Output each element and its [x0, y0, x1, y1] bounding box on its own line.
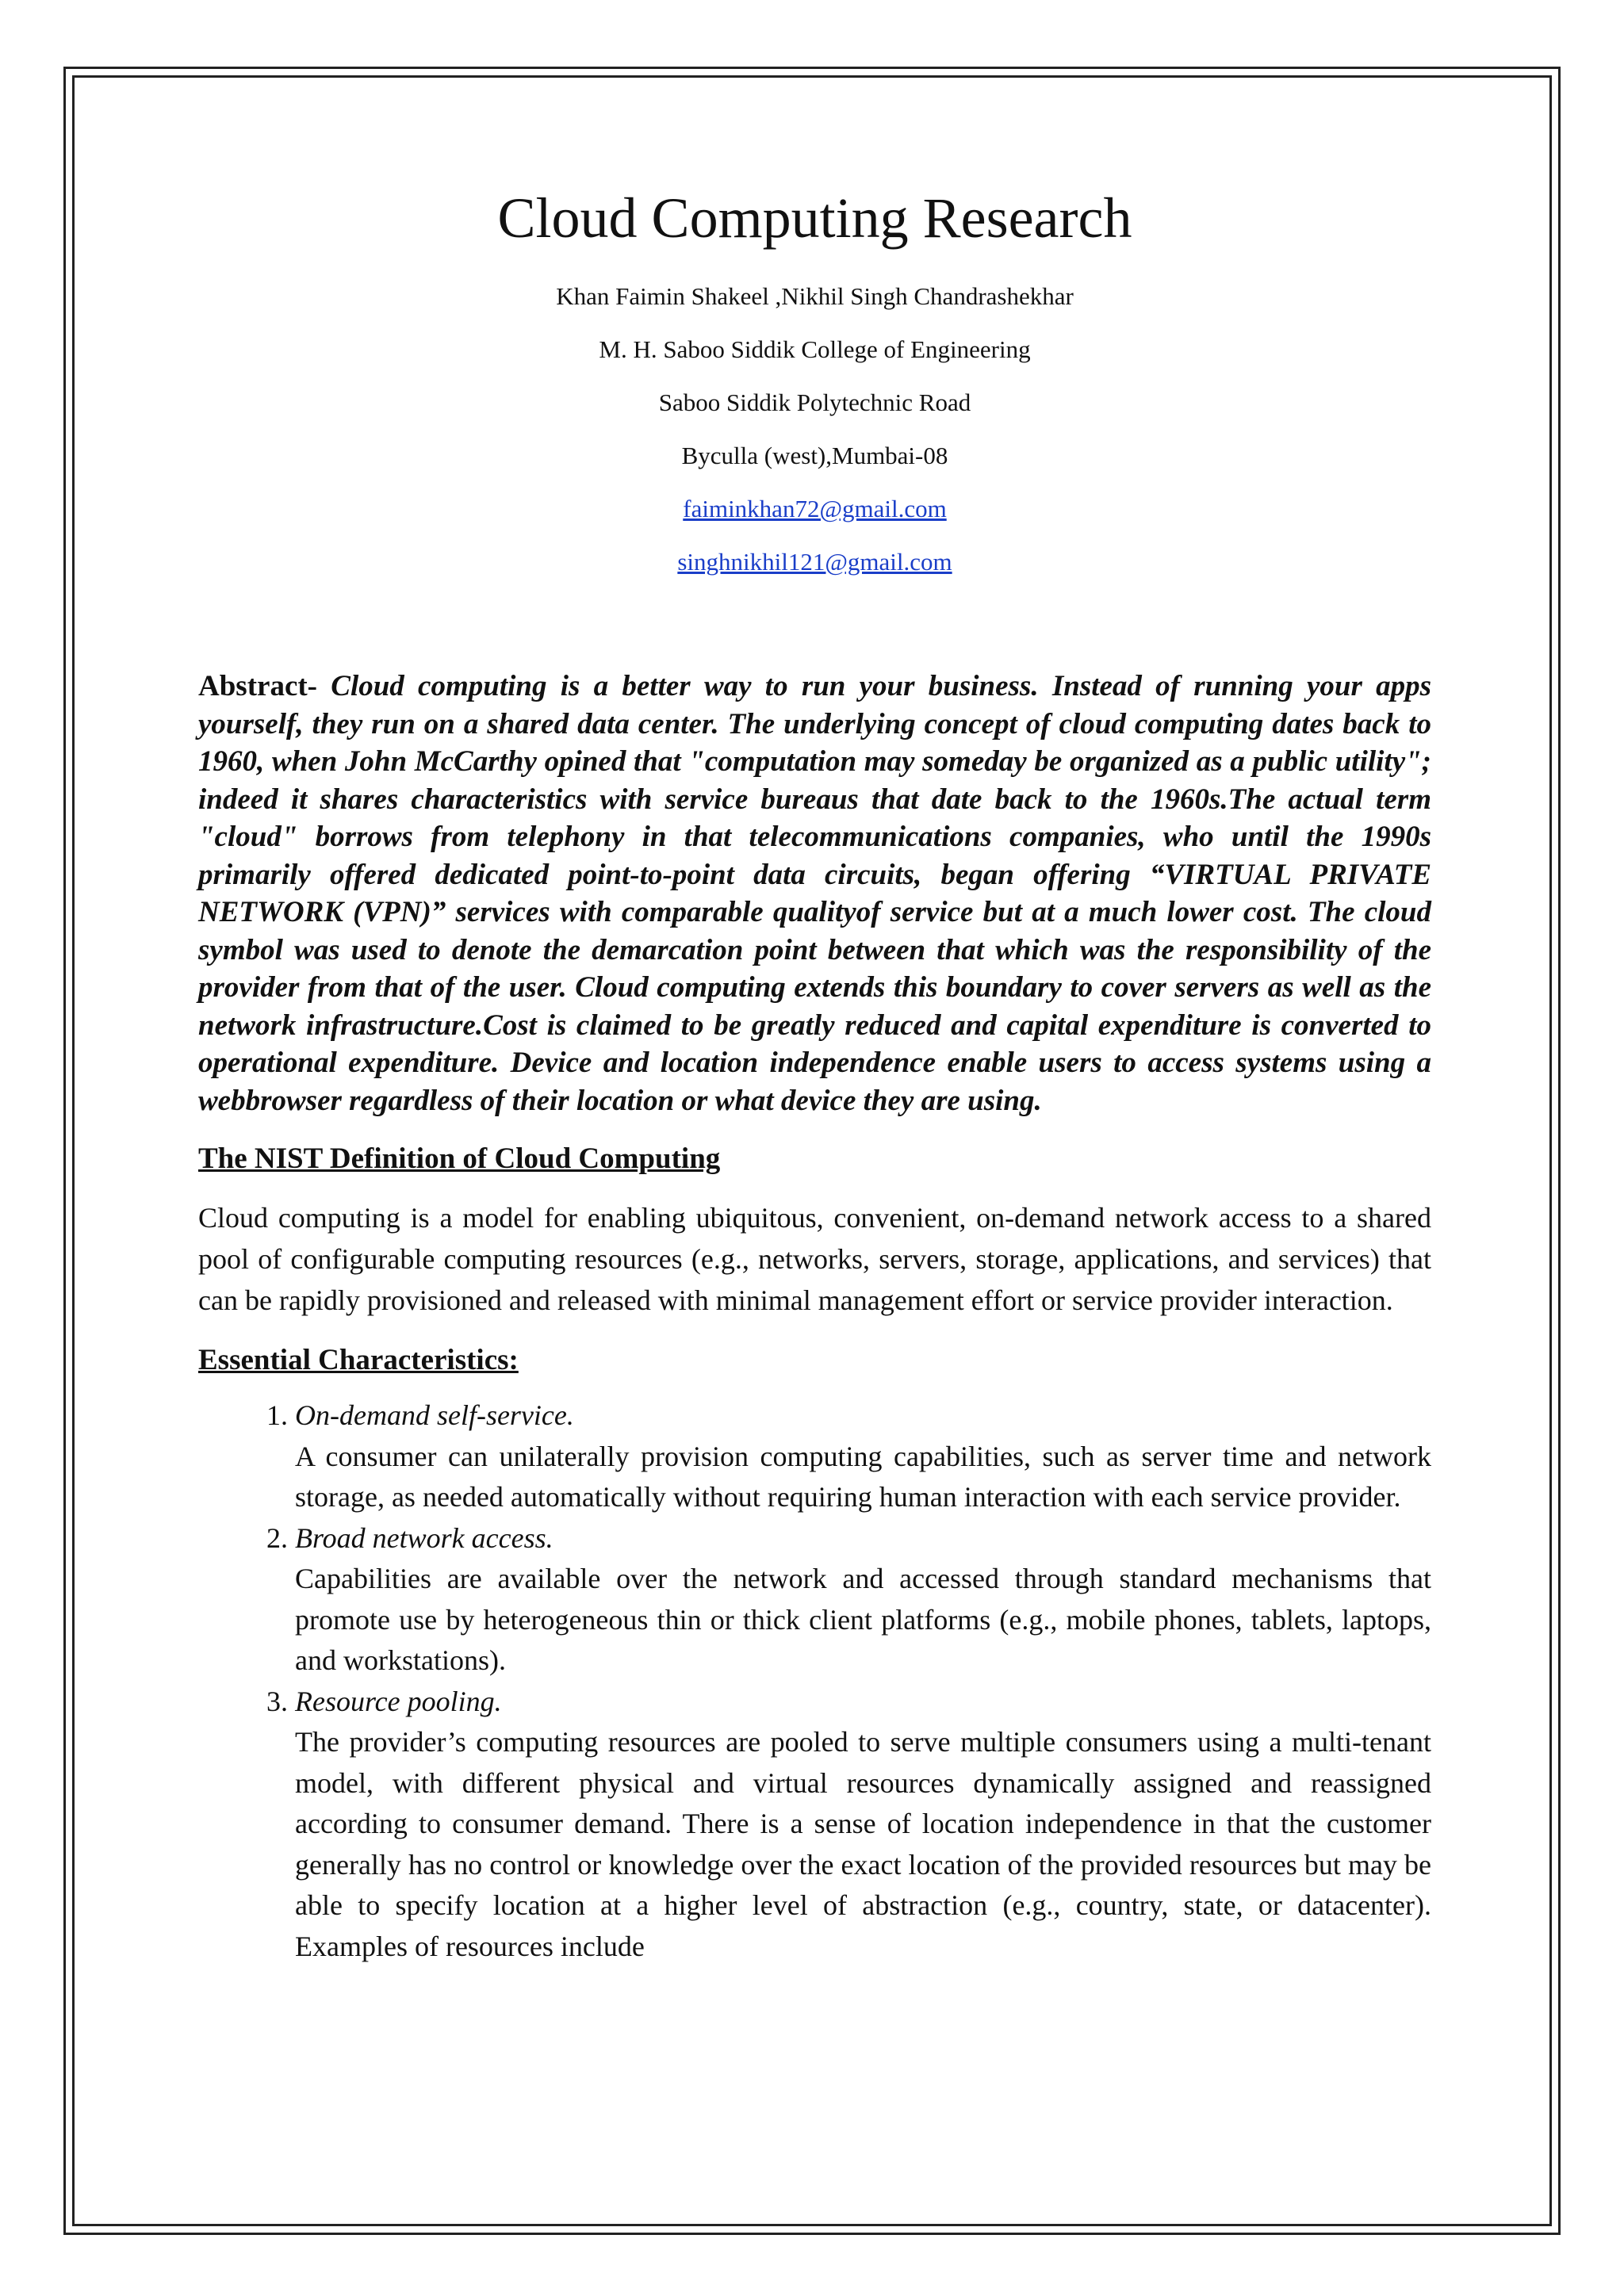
paper-page: [198, 182, 1431, 1967]
abstract-text: Cloud computing is a better way to run your business. Instead of running your apps yourself, they run on a shared data center. The underlying concept of cloud computing dates back to 1960, when John McCarthy opined that "computation may someday be organized as a public utility"; indeed it shares characteristics with service bureaus that date back to the 1960s.The actual term "cloud" borrows from telephony in that telecommunications companies, who until the 1990s primarily offered dedicated point-to-point data circuits, began offering “VIRTUAL PRIVATE NETWORK (VPN)” services with comparable qualityof service but at a much lower cost. The cloud symbol was used to denote the demarcation point between that which was the responsibility of the provider from that of the user. Cloud computing extends this boundary to cover servers as well as the network infrastructure.Cost is claimed to be greatly reduced and capital expenditure is converted to operational expenditure. Device and location independence enable users to access systems using a webbrowser regardless of their location or what device they are using.: [198, 670, 1431, 1117]
abstract: [198, 668, 1431, 1119]
nist-definition: Cloud computing is a model for enabling ubiquitous, convenient, on-demand network access to a shared pool of configurable computing resources (e.g., networks, servers, storage, applications, and services) that can be rapidly provisioned and released with minimal management effort or service provider interaction.: [198, 1202, 1431, 1316]
email-link-1[interactable]: faiminkhan72@gmail.com: [683, 495, 947, 522]
address-line-1: Saboo Siddik Polytechnic Road: [658, 388, 971, 416]
list-item: [295, 1682, 1431, 1968]
authors: Khan Faimin Shakeel ,Nikhil Singh Chandrashekhar: [556, 282, 1074, 310]
list-item: [295, 1395, 1431, 1518]
item-title: 2. Broad network access.: [295, 1521, 553, 1554]
paper-title: Cloud Computing Research: [497, 186, 1132, 250]
affiliation: M. H. Saboo Siddik College of Engineering: [599, 335, 1031, 363]
abstract-label: Abstract-: [198, 670, 318, 702]
list-item: [295, 1518, 1431, 1682]
email-link-2[interactable]: singhnikhil121@gmail.com: [677, 548, 952, 576]
item-text: Capabilities are available over the network and accessed through standard mechanisms that promote use by heterogeneous thin or thick client platforms (e.g., mobile phones, tablets, laptops, and workstations).: [295, 1563, 1431, 1676]
essential-heading: Essential Characteristics:: [198, 1344, 519, 1376]
item-text: A consumer can unilaterally provision computing capabilities, such as server time and network storage, as needed automatically without requiring human interaction with each service provider.: [295, 1440, 1431, 1513]
item-title: 1. On-demand self-service.: [295, 1399, 574, 1431]
address-line-2: Byculla (west),Mumbai-08: [681, 442, 948, 469]
characteristics-list: [198, 1395, 1431, 1967]
nist-heading: The NIST Definition of Cloud Computing: [198, 1142, 721, 1175]
author-block: [198, 270, 1431, 588]
item-text: The provider’s computing resources are pooled to serve multiple consumers using a multi-tenant model, with different physical and virtual resources dynamically assigned and reassigned according to consumer demand. There is a sense of location independence in that the customer generally has no control or knowledge over the exact location of the provided resources but may be able to specify location at a higher level of abstraction (e.g., country, state, or datacenter). Examples of resources include: [295, 1726, 1431, 1962]
item-title: 3. Resource pooling.: [295, 1685, 502, 1717]
